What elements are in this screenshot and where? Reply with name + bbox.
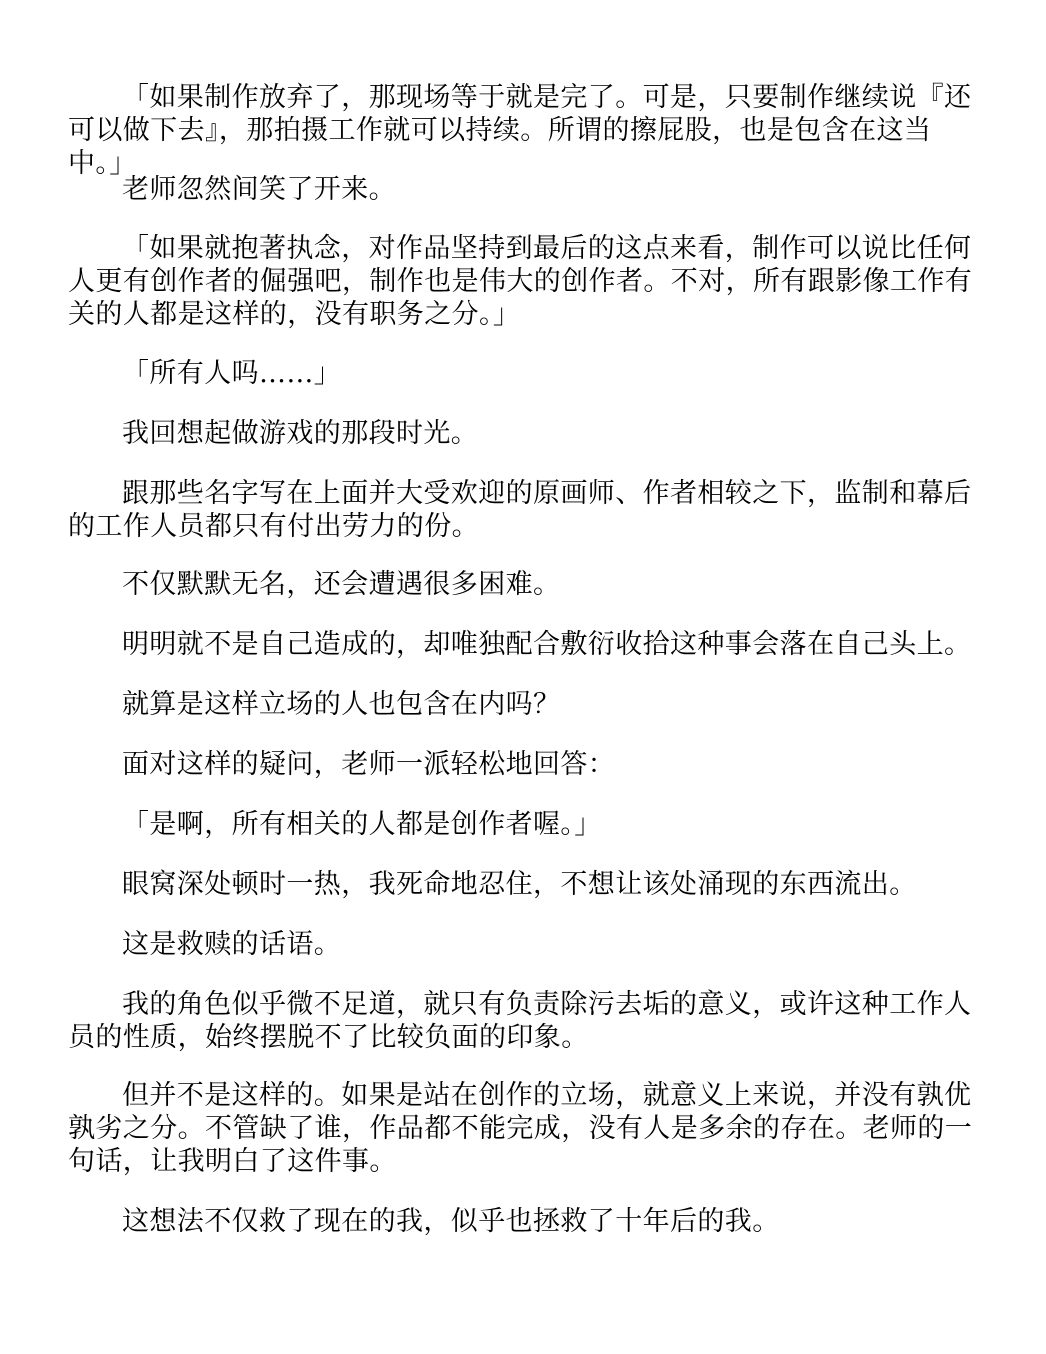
paragraph: 眼窝深处顿时一热，我死命地忍住，不想让该处涌现的东西流出。 [122,869,917,900]
paragraph: 但并不是这样的。如果是站在创作的立场，就意义上来说，并没有孰优孰劣之分。不管缺了谁，作品都不能完成，没有人是多余的存在。老师的一句话，让我明白了这件事。 [68,1080,973,1177]
paragraph: 「是啊，所有相关的人都是创作者喔。」 [122,809,602,840]
paragraph: 「如果制作放弃了，那现场等于就是完了。可是，只要制作继续说『还可以做下去』，那拍摄工作就可以持续。所谓的擦屁股，也是包含在这当中。」 [68,82,972,179]
paragraph: 这想法不仅救了现在的我，似乎也拯救了十年后的我。 [122,1206,780,1237]
paragraph: 我的角色似乎微不足道，就只有负责除污去垢的意义，或许这种工作人员的性质，始终摆脱不了比较负面的印象。 [68,989,972,1053]
paragraph: 不仅默默无名，还会遭遇很多困难。 [122,569,561,600]
paragraph: 我回想起做游戏的那段时光。 [122,418,479,449]
paragraph: 跟那些名字写在上面并大受欢迎的原画师、作者相较之下，监制和幕后的工作人员都只有付出劳力的份。 [68,478,972,542]
paragraph: 老师忽然间笑了开来。 [122,174,396,205]
paragraph: 明明就不是自己造成的，却唯独配合敷衍收拾这种事会落在自己头上。 [122,629,972,660]
paragraph: 面对这样的疑问，老师一派轻松地回答： [122,749,616,780]
paragraph: 这是救赎的话语。 [122,929,342,960]
paragraph: 「所有人吗……」 [122,358,342,389]
paragraph: 「如果就抱著执念，对作品坚持到最后的这点来看，制作可以说比任何人更有创作者的倔强吧，制作也是伟大的创作者。不对，所有跟影像工作有关的人都是这样的，没有职务之分。」 [68,233,973,330]
paragraph: 就算是这样立场的人也包含在内吗？ [122,689,561,720]
